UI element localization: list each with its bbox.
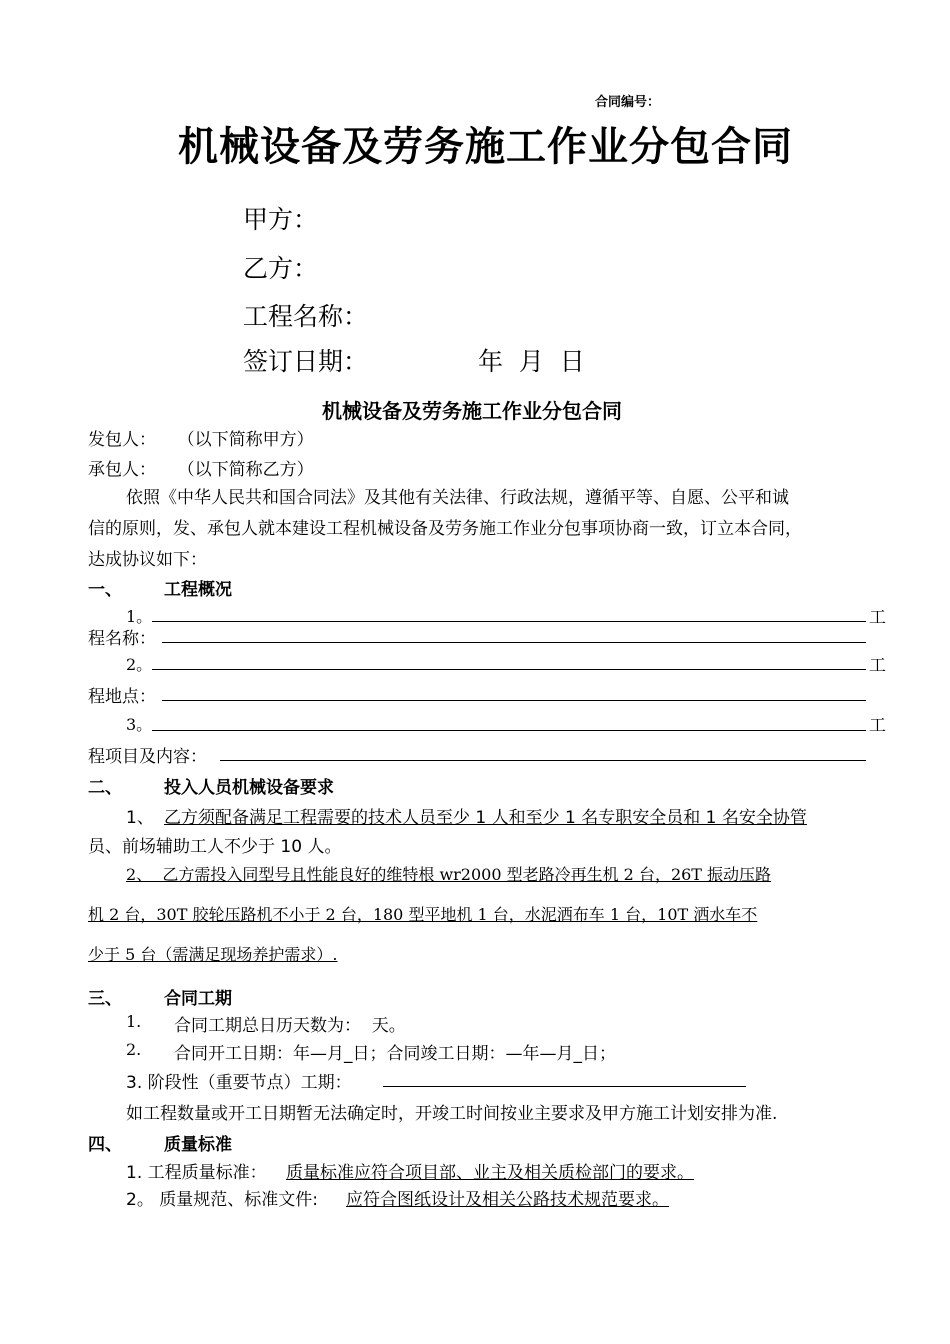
s2-para-2-line-3: 少于 5 台（需满足现场养护需求）.	[88, 945, 338, 964]
cover-title: 机械设备及劳务施工作业分包合同	[178, 124, 793, 170]
s1-item-3-tail: 工	[869, 716, 886, 736]
s2-para-1-line-2: 员、前场辅助工人不少于 10 人。	[88, 837, 342, 857]
s1-item-1-blank	[152, 621, 866, 622]
s3-item-2-number: 2.	[126, 1040, 142, 1059]
cover-party-b: 乙方：	[243, 254, 319, 283]
preamble-line-3: 达成协议如下：	[88, 550, 207, 570]
section-4-title: 质量标准	[164, 1135, 232, 1155]
s1-project-content-label: 程项目及内容：	[88, 747, 207, 767]
s3-item-3: 3. 阶段性（重要节点）工期：	[126, 1073, 352, 1093]
section-2-title: 投入人员机械设备要求	[164, 778, 334, 798]
s1-item-3-blank	[152, 730, 866, 731]
employer-line: 发包人： （以下简称甲方）	[88, 430, 314, 450]
section-1-title: 工程概况	[164, 580, 232, 600]
preamble-line-1: 依照《中华人民共和国合同法》及其他有关法律、行政法规，遵循平等、自愿、公平和诚	[126, 488, 789, 508]
s1-project-location-blank	[162, 700, 866, 701]
preamble-line-2: 信的原则，发、承包人就本建设工程机械设备及劳务施工作业分包事项协商一致，订立本合同，	[88, 519, 802, 539]
s2-para-1-number: 1、	[126, 808, 154, 828]
body-title: 机械设备及劳务施工作业分包合同	[322, 399, 622, 423]
s4-item-2-value: 应符合图纸设计及相关公路技术规范要求。	[346, 1190, 669, 1210]
s3-item-1: 合同工期总日历天数为： 天。	[174, 1016, 406, 1036]
s1-item-2-number: 2。	[126, 655, 153, 674]
s1-project-name-blank	[162, 642, 866, 643]
s4-item-1-label: 1. 工程质量标准：	[126, 1163, 267, 1183]
s4-item-2-label: 2。 质量规范、标准文件:	[126, 1190, 318, 1210]
section-1-number: 一、	[88, 580, 122, 600]
s1-item-1-tail: 工	[869, 608, 886, 628]
cover-party-a: 甲方：	[243, 205, 319, 234]
s1-item-3-number: 3。	[126, 715, 153, 734]
s3-item-3-blank	[383, 1086, 746, 1087]
s1-project-content-blank	[220, 760, 866, 761]
s1-project-location-label: 程地点：	[88, 687, 156, 707]
s4-item-1-value: 质量标准应符合项目部、业主及相关质检部门的要求。	[286, 1163, 694, 1183]
s2-para-1-line-1: 乙方须配备满足工程需要的技术人员至少 1 人和至少 1 名专职安全员和 1 名安全协管	[164, 808, 807, 828]
s3-note: 如工程数量或开工日期暂无法确定时，开竣工时间按业主要求及甲方施工计划安排为准.	[126, 1104, 778, 1124]
cover-sign-date-label: 签订日期：	[243, 347, 369, 376]
section-3-number: 三、	[88, 989, 122, 1009]
contractor-line: 承包人： （以下简称乙方）	[88, 460, 314, 480]
s3-item-1-number: 1.	[126, 1012, 142, 1031]
s1-project-name-label: 程名称：	[88, 629, 156, 649]
contract-number-label: 合同编号：	[595, 95, 661, 110]
section-4-number: 四、	[88, 1135, 122, 1155]
s2-para-2-line-1: 2、 乙方需投入同型号且性能良好的维特根 wr2000 型老路冷再生机 2 台，26T 振动压路	[126, 865, 772, 884]
s1-item-1-number: 1。	[126, 607, 153, 626]
s3-item-2: 合同开工日期：年—月_日；合同竣工日期：—年—月_日；	[174, 1044, 616, 1064]
cover-project-name: 工程名称：	[243, 302, 369, 331]
section-3-title: 合同工期	[164, 989, 232, 1009]
section-2-number: 二、	[88, 778, 122, 798]
s2-para-2-line-2: 机 2 台，30T 胶轮压路机不小于 2 台，180 型平地机 1 台，水泥洒布车 1 台，10T 洒水车不	[88, 905, 758, 924]
cover-sign-date-value: 年 月 日	[478, 347, 585, 376]
s1-item-2-tail: 工	[869, 656, 886, 676]
s1-item-2-blank	[152, 669, 866, 670]
